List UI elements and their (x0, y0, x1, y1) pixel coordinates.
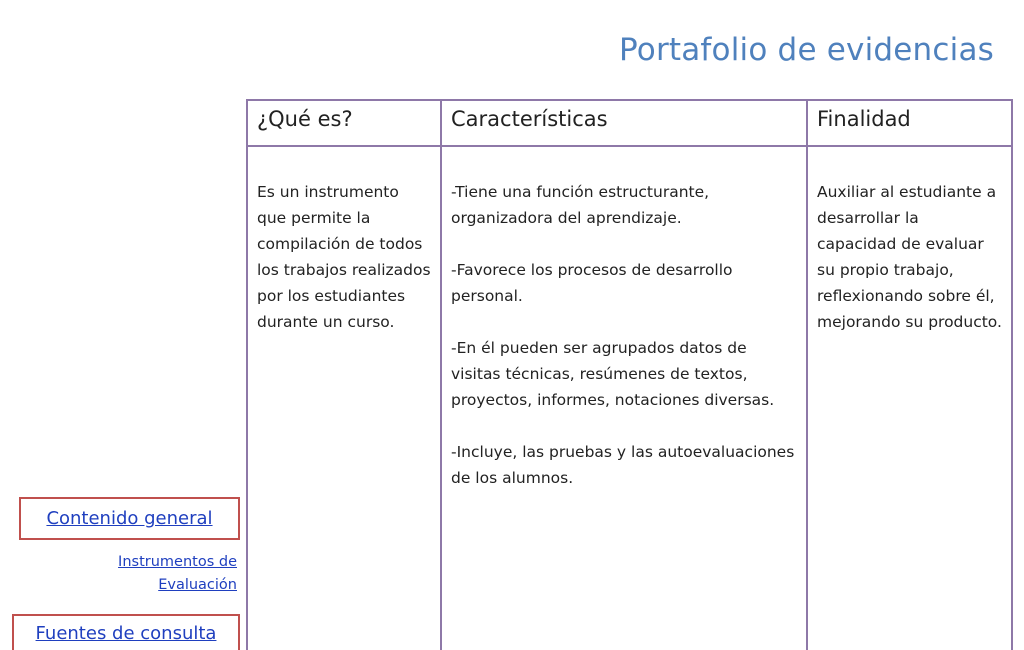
caracteristica-item: -En él pueden ser agrupados datos de visitas técnicas, resúmenes de textos, proyectos, informes, notaciones diversas. (451, 339, 775, 409)
nav-contenido-general (19, 497, 240, 540)
caracteristica-item: -Tiene una función estructurante, organizadora del aprendizaje. (451, 183, 710, 227)
header-caracteristicas: Características (441, 100, 807, 146)
finalidad-text: Auxiliar al estudiante a desarrollar la capacidad de evaluar su propio trabajo, reflexionando sobre él, mejorando su producto. (817, 183, 1002, 331)
header-row (247, 100, 1012, 146)
header-finalidad: Finalidad (807, 100, 1012, 146)
info-table (246, 99, 1013, 650)
cell-que-es (247, 146, 441, 650)
caracteristica-item: -Favorece los procesos de desarrollo personal. (451, 261, 733, 305)
que-es-text: Es un instrumento que permite la compilación de todos los trabajos realizados por los estudiantes durante un curso. (257, 183, 431, 331)
nav-fuentes-consulta (12, 614, 240, 650)
cell-finalidad (807, 146, 1012, 650)
cell-caracteristicas (441, 146, 807, 650)
nav-instrumentos (100, 551, 237, 597)
link-instrumentos-evaluacion[interactable]: Instrumentos de Evaluación (118, 554, 237, 593)
header-que-es: ¿Qué es? (247, 100, 441, 146)
table-row (247, 146, 1012, 650)
caracteristica-item: -Incluye, las pruebas y las autoevaluaciones de los alumnos. (451, 443, 795, 487)
slide-title: Portafolio de evidencias (618, 32, 994, 68)
link-contenido-general[interactable]: Contenido general (46, 508, 213, 529)
link-fuentes-consulta[interactable]: Fuentes de consulta (35, 622, 217, 644)
